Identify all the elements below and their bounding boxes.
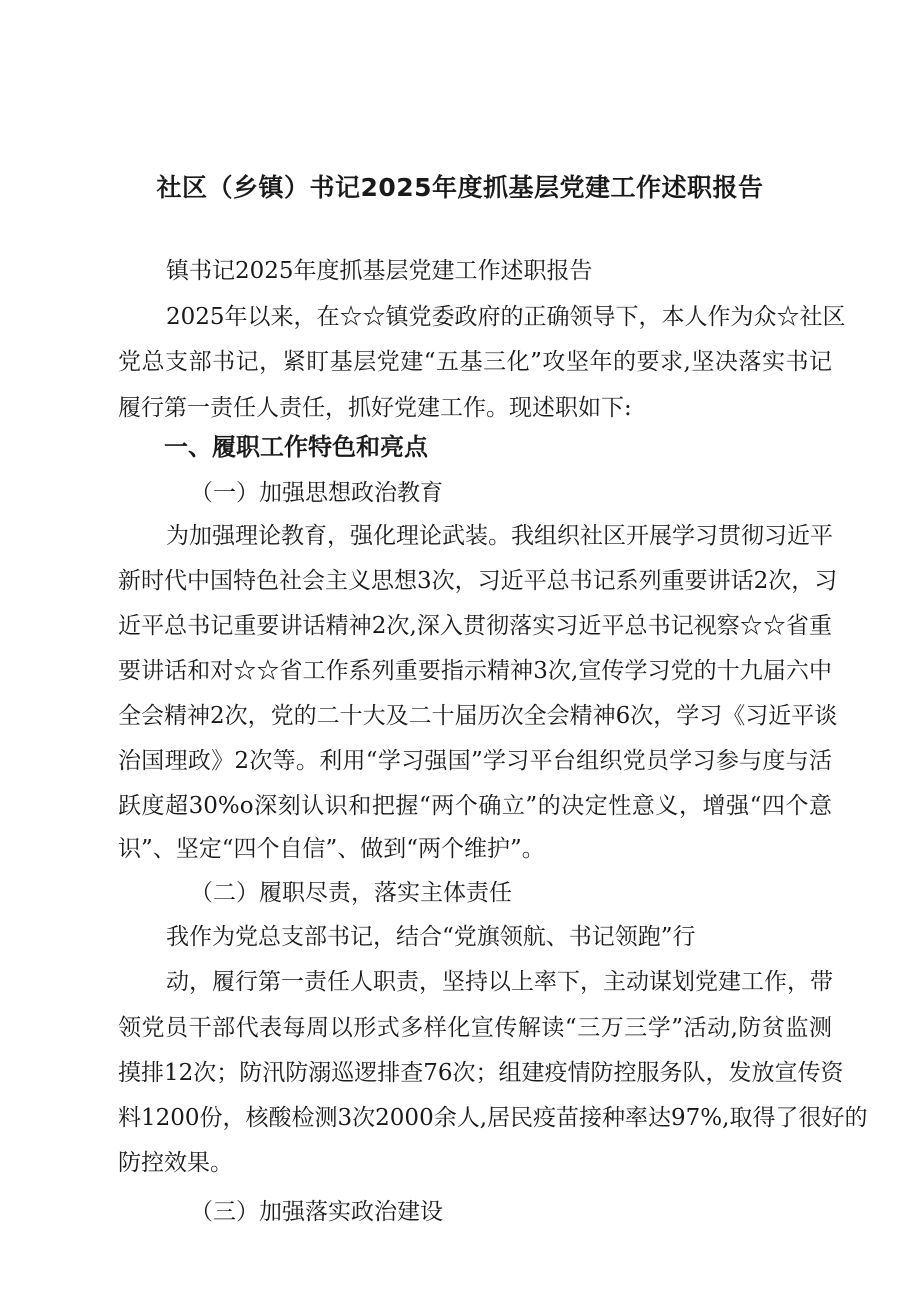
intro-line-3: 履行第一责任人责任，抓好党建工作。现述职如下: bbox=[118, 395, 632, 421]
document-subtitle: 镇书记2025年度抓基层党建工作述职报告 bbox=[166, 258, 593, 284]
paragraph-line: 近平总书记重要讲话精神2次,深入贯彻落实习近平总书记视察☆☆省重 bbox=[118, 613, 832, 639]
paragraph-line: 要讲话和对☆☆省工作系列重要指示精神3次,宣传学习党的十九届六中 bbox=[118, 658, 832, 684]
intro-line-1: 2025年以来，在☆☆镇党委政府的正确领导下，本人作为众☆社区 bbox=[166, 304, 846, 330]
intro-line-2: 党总支部书记，紧盯基层党建“五基三化”攻坚年的要求,坚决落实书记 bbox=[118, 349, 832, 375]
subsection-heading-2: （二）履职尽责，落实主体责任 bbox=[190, 880, 512, 906]
document-title: 社区（乡镇）书记2025年度抓基层党建工作述职报告 bbox=[156, 173, 764, 202]
paragraph-line: 我作为党总支部书记，结合“党旗领航、书记领跑”行 bbox=[166, 924, 696, 950]
paragraph-line: 领党员干部代表每周以形式多样化宣传解读“三万三学”活动,防贫监测 bbox=[118, 1015, 832, 1041]
subsection-heading-1: （一）加强思想政治教育 bbox=[190, 480, 443, 506]
paragraph-line: 摸排12次；防汛防溺巡逻排查76次；组建疫情防控服务队，发放宣传资 bbox=[118, 1060, 844, 1086]
paragraph-line: 新时代中国特色社会主义思想3次，习近平总书记系列重要讲话2次，习 bbox=[118, 568, 838, 594]
paragraph-line: 跃度超30%o深刻认识和把握“两个确立”的决定性意义，增强“四个意 bbox=[118, 793, 832, 819]
paragraph-line: 动，履行第一责任人职责，坚持以上率下，主动谋划党建工作，带 bbox=[166, 969, 833, 995]
paragraph-line: 防控效果。 bbox=[118, 1150, 233, 1176]
section-heading-1: 一、履职工作特色和亮点 bbox=[164, 433, 428, 461]
subsection-heading-3: （三）加强落实政治建设 bbox=[190, 1199, 443, 1225]
paragraph-line: 全会精神2次，党的二十大及二十届历次全会精神6次，学习《习近平谈 bbox=[118, 703, 838, 729]
paragraph-line: 治国理政》2次等。利用“学习强国”学习平台组织党员学习参与度与活 bbox=[118, 748, 832, 774]
paragraph-line: 为加强理论教育，强化理论武装。我组织社区开展学习贯彻习近平 bbox=[166, 523, 833, 549]
paragraph-line: 料1200份，核酸检测3次2000余人,居民疫苗接种率达97%,取得了很好的 bbox=[118, 1105, 868, 1131]
paragraph-line: 识”、坚定“四个自信”、做到“两个维护”。 bbox=[118, 836, 545, 862]
